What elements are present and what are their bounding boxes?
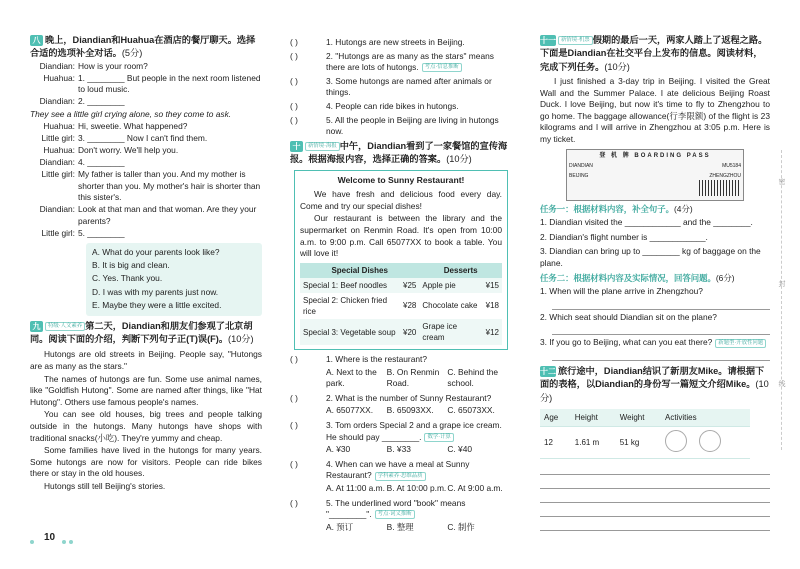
mc-option[interactable]: C. Behind the school. [447, 366, 499, 389]
section-9-title: 九 特级·人文素养 第二天，Diandian和朋友们参观了北京胡同。阅读下面的介绍，判断下列句子正(T)误(F)。(10分) [30, 320, 254, 345]
dialogue-text: Don't worry. We'll help you. [78, 144, 179, 155]
dialogue-text: Hi, sweetie. What happened? [78, 120, 188, 131]
mike-weight: 51 kg [616, 427, 661, 459]
writing-lines [540, 463, 770, 531]
mc-option[interactable]: B. 65093XX. [386, 405, 434, 416]
tf-question-text [326, 51, 508, 74]
option-item: A. What do your parents look like? [92, 246, 220, 257]
dialogue-line [30, 73, 262, 96]
dessert-name: Chocolate cake [419, 293, 482, 319]
mc-options [290, 367, 508, 390]
writing-line[interactable] [540, 463, 770, 475]
section-10-score: (10分) [446, 154, 472, 165]
tf-question-stem: 4. People can ride bikes in hutongs. [326, 100, 459, 111]
speaker-label: Little girl: [41, 132, 75, 143]
mc-options [290, 405, 508, 417]
mc-option[interactable]: C. ¥40 [447, 444, 473, 455]
dialogue-line [30, 145, 262, 157]
dialogue-text: 2. ________ [78, 96, 125, 107]
speaker-label: Little girl: [41, 228, 75, 238]
mc-option[interactable]: A. ¥30 [326, 444, 351, 455]
boarding-pass-image [566, 149, 744, 201]
mc-option[interactable]: A. 预订 [326, 521, 353, 532]
tf-question-stem: 5. All the people in Beijing are living in hutongs now. [326, 114, 499, 137]
dialogue-line [30, 109, 262, 121]
section-8-title: 八 晚上，Diandian和Huahua在酒店的餐厅聊天。选择合适的选项补全对话。(5分) [30, 35, 256, 59]
binding-mark-seal: 密 [778, 179, 786, 186]
boarding-pass-flight: MU5184 [722, 162, 741, 169]
dish-name: Special 3: Vegetable soup [300, 319, 400, 345]
column-middle [290, 37, 508, 536]
mc-question [290, 393, 508, 405]
task-2-question [540, 312, 770, 324]
tf-question-text [326, 37, 508, 49]
task-2-label: 任务二：根据材料内容及实际情况，回答问题。(6分) [540, 272, 735, 283]
question-tag: 新题型·开放性问题 [715, 339, 766, 348]
dialogue-text: 5. ________ [78, 228, 125, 238]
footer-dots-left [30, 536, 37, 540]
task-2-question-text: 1. When will the plane arrive in Zhengzhou? [540, 286, 703, 297]
mc-option[interactable]: B. At 10:00 p.m. [386, 482, 447, 493]
question-tag: 学科素养·思维品质 [375, 472, 426, 481]
mc-question [290, 354, 508, 366]
task-1-items [540, 217, 770, 269]
menu-row [300, 293, 502, 319]
dessert-name: Apple pie [419, 278, 482, 293]
dialogue-line [30, 228, 262, 240]
dessert-price: ¥12 [483, 319, 502, 345]
dialogue-line [30, 169, 262, 204]
section-11-title: 十一 新情境·机票 假期的最后一天，两家人踏上了返程之路。下面是Diandian在社交平台上发布的信息。阅读材料，完成下列任务。(10分) [540, 35, 768, 72]
speaker-label: Little girl: [41, 169, 75, 180]
mc-question [290, 459, 508, 482]
section-10-tag: 新情境·海报 [305, 142, 340, 151]
menu-row [300, 319, 502, 345]
mc-option[interactable]: A. At 11:00 a.m. [326, 482, 385, 493]
dessert-price: ¥15 [483, 278, 502, 293]
speaker-label: Diandian: [39, 60, 75, 71]
tf-question [290, 115, 508, 138]
tf-question [290, 76, 508, 99]
dialogue-line [30, 61, 262, 73]
mc-option[interactable]: B. On Renmin Road. [386, 366, 440, 389]
writing-line[interactable] [540, 477, 770, 489]
boarding-pass-header: 登 机 牌 BOARDING PASS [599, 152, 711, 159]
dialogue-text: My father is taller than you. And my mother is shorter than you. My mother's hair is shorter than this sister's. [78, 169, 261, 203]
dialogue-line [30, 204, 262, 227]
speaker-label: Diandian: [39, 96, 75, 107]
dialogue-text: 1. ________ But people in the next room listened to loud music. [78, 72, 261, 95]
section-10-title: 十 新情境·海报 中午，Diandian看到了一家餐馆的宣传海报。根据海报内容，选择正确的答案。(10分) [290, 140, 508, 165]
task-1-label: 任务一：根据材料内容，补全句子。(4分) [540, 203, 693, 214]
section-9-score: (10分) [228, 334, 254, 345]
speaker-label: Huahua: [43, 144, 75, 155]
dessert-price: ¥18 [483, 293, 502, 319]
answer-line[interactable] [552, 298, 770, 310]
question-tag: 考点·信息推断 [422, 63, 462, 72]
header-age: Age [540, 409, 571, 427]
mc-question [290, 498, 508, 521]
tf-question-text [326, 76, 508, 99]
mike-age: 12 [540, 427, 571, 459]
section-12-score: (10分) [540, 379, 769, 403]
dialogue-line [30, 133, 262, 145]
tf-question-text [326, 101, 508, 113]
section-8-score: (5分) [121, 48, 143, 59]
column-left [30, 34, 262, 494]
section-9-number: 九 [30, 321, 43, 332]
tf-question [290, 37, 508, 49]
boarding-pass-from: BEIJING [569, 172, 589, 179]
mike-info-table [540, 409, 750, 459]
task-2-question-text: 2. Which seat should Diandian sit on the plane? [540, 311, 717, 322]
writing-line[interactable] [540, 491, 770, 503]
header-height: Height [571, 409, 616, 427]
section-12-title: 十二 旅行途中，Diandian结识了新朋友Mike。请根据下面的表格，以Diandian的身份写一篇短文介绍Mike。(10分) [540, 365, 769, 403]
barcode-icon [699, 180, 739, 196]
restaurant-poster [294, 170, 508, 350]
football-boy-icon [699, 430, 721, 452]
header-weight: Weight [616, 409, 661, 427]
answer-line[interactable] [552, 323, 770, 335]
section-11-number: 十一 [540, 36, 556, 46]
basketball-boy-icon [665, 430, 687, 452]
mc-question-text [326, 498, 508, 521]
mc-question-text [326, 393, 508, 405]
dialogue-text: How is your room? [78, 60, 148, 71]
answer-bracket[interactable]: ( ) [290, 458, 298, 469]
binding-mark-close: 封 [778, 281, 786, 288]
activities-illustration [661, 427, 750, 459]
answer-bracket[interactable]: ( ) [290, 50, 298, 61]
section-12-number: 十二 [540, 367, 556, 376]
poster-paragraph-2: Our restaurant is between the library and the supermarket on Renmin Road. It's open from 10:00 a.m. to 9:00 p.m. Call 65077XX to book a table. You will love it! [300, 213, 502, 259]
section-8-number: 八 [30, 35, 43, 46]
mc-option[interactable]: A. Next to the park. [326, 366, 377, 389]
passage-paragraph: You can see old houses, big trees and people talking outside in the hutongs. Many hutongs have shops with traditional snacks(小吃). They're yummy and cheap. [30, 409, 262, 443]
section-10-number: 十 [290, 141, 303, 152]
mc-option[interactable]: B. 整理 [386, 521, 414, 532]
menu-header-desserts: Desserts [419, 263, 502, 278]
speaker-label: Diandian: [39, 156, 75, 167]
dish-name: Special 2: Chicken fried rice [300, 293, 400, 319]
menu-table [300, 263, 502, 345]
question-tag: 考点·词义推断 [375, 510, 415, 519]
answer-bracket[interactable]: ( ) [290, 37, 298, 47]
task-2-question-text: 3. If you go to Beijing, what can you eat there? [540, 337, 713, 348]
dialogue-line [30, 96, 262, 108]
task-2-items [540, 286, 770, 361]
mc-options [290, 444, 508, 456]
binding-mark-line: 线 [778, 381, 786, 388]
answer-bracket[interactable]: ( ) [290, 354, 298, 365]
option-item: B. It is big and clean. [92, 260, 170, 271]
dessert-name: Grape ice cream [419, 319, 482, 345]
binding-line [781, 150, 782, 450]
dialogue-line [30, 121, 262, 133]
option-item: D. I was with my parents just now. [92, 286, 219, 297]
menu-row [300, 278, 502, 293]
mc-options [290, 483, 508, 495]
hutong-passage [30, 349, 262, 492]
tf-question-text [326, 115, 508, 138]
answer-bracket[interactable]: ( ) [290, 100, 298, 111]
mc-question-text [326, 459, 508, 482]
mc-question-text [326, 354, 508, 366]
option-item: E. Maybe they were a little excited. [92, 300, 222, 311]
dialogue-text: Look at that man and that woman. Are they your parents? [78, 204, 257, 226]
dish-price: ¥28 [400, 293, 419, 319]
mc-question-stem: 5. The underlined word "book" means "________". [326, 497, 466, 520]
multiple-choice-questions [290, 354, 508, 533]
speaker-label: Huahua: [43, 72, 75, 83]
mike-height: 1.61 m [571, 427, 616, 459]
tf-question [290, 101, 508, 113]
answer-bracket[interactable]: ( ) [290, 75, 298, 86]
mc-question-stem: 3. Tom orders Special 2 and a grape ice cream. He should pay ________. [326, 420, 502, 442]
answer-line[interactable] [552, 349, 770, 361]
answer-bracket[interactable]: ( ) [290, 420, 298, 431]
task-1-item: 1. Diandian visited the ____________ and the ________. [540, 217, 753, 228]
footer-dots-right [62, 536, 76, 540]
mc-option[interactable]: C. 制作 [447, 521, 475, 532]
tf-question-stem: 2. "Hutongs are as many as the stars" means there are lots of hutongs. [326, 50, 494, 73]
mc-option[interactable]: A. 65077XX. [326, 405, 374, 416]
mc-option[interactable]: C. At 9:00 a.m. [447, 482, 503, 493]
writing-line[interactable] [540, 519, 770, 531]
dish-name: Special 1: Beef noodles [300, 278, 400, 293]
menu-header-dishes: Special Dishes [300, 263, 419, 278]
answer-bracket[interactable]: ( ) [290, 497, 298, 508]
dish-price: ¥20 [400, 319, 419, 345]
boarding-pass-to: ZHENGZHOU [709, 172, 741, 179]
speaker-label: Diandian: [39, 204, 75, 215]
writing-line[interactable] [540, 505, 770, 517]
question-tag: 数学·计算 [424, 433, 453, 442]
task-1-item: 3. Diandian can bring up to ________ kg of baggage on the plane. [540, 246, 761, 268]
trip-post: I just finished a 3-day trip in Beijing. I visited the Great Wall and the Summer Palace. I ate delicious Beijing Roast Duck. I love Beijing, but now it's time to fly to Zhengzhou to go home. The baggage allowance(行李限额) of the flight is 23 kilograms and I will arrive in Zhengzhou at 3:05 p.m. Here is my ticket. [540, 76, 770, 144]
task-1-item: 2. Diandian's flight number is ____________. [540, 231, 708, 242]
tf-question-stem: 1. Hutongs are new streets in Beijing. [326, 37, 465, 47]
dialogue-text: 4. ________ [78, 156, 125, 167]
column-right [540, 34, 770, 533]
mc-options [290, 522, 508, 534]
task-2-question [540, 286, 770, 298]
mc-option[interactable]: B. ¥33 [386, 444, 411, 455]
poster-paragraph-1: We have fresh and delicious food every day. Come and try our special dishes! [300, 189, 502, 211]
passage-paragraph: Some families have lived in the hutongs for many years. Some hutongs are now for visitors. People can ride bikes there or stay in the old houses. [30, 445, 262, 479]
dialogue-options [86, 243, 262, 316]
section-9-tag: 特级·人文素养 [45, 322, 85, 331]
section-11-tag: 新情境·机票 [558, 36, 593, 45]
passage-paragraph: Hutongs are old streets in Beijing. People say, "Hutongs are as many as the stars." [30, 349, 262, 372]
answer-bracket[interactable]: ( ) [290, 114, 298, 125]
mc-question [290, 420, 508, 443]
dish-price: ¥25 [400, 278, 419, 293]
header-activities: Activities [661, 409, 750, 427]
mc-option[interactable]: C. 65073XX. [447, 405, 495, 416]
dialogue-line [30, 157, 262, 169]
passage-paragraph: Hutongs still tell Beijing's stories. [44, 481, 166, 491]
speaker-label: Huahua: [43, 120, 75, 131]
page-number: 10 [44, 532, 56, 543]
tf-question [290, 51, 508, 74]
mc-question-stem: 4. When can we have a meal at Sunny Restaurant? [326, 458, 470, 481]
dialogue [30, 61, 262, 240]
section-11-score: (10分) [604, 61, 630, 72]
true-false-questions [290, 37, 508, 138]
mc-question-stem: 2. What is the number of Sunny Restaurant? [326, 392, 492, 403]
option-item: C. Yes. Thank you. [92, 273, 163, 284]
answer-bracket[interactable]: ( ) [290, 392, 298, 403]
boarding-pass-name: DIANDIAN [569, 162, 593, 169]
passage-paragraph: The names of hutongs are fun. Some use animal names, like "Goldfish Hutong". Some are named after things, like "Hat Hutong". Others use famous people's names. [30, 373, 262, 407]
mc-question-stem: 1. Where is the restaurant? [326, 354, 428, 365]
mc-question-text [326, 420, 508, 443]
dialogue-text: 3. ________ Now I can't find them. [78, 132, 208, 143]
dialogue-text: They see a little girl crying alone, so they come to ask. [30, 108, 232, 119]
poster-title: Welcome to Sunny Restaurant! [337, 175, 465, 186]
task-2-question [540, 337, 770, 349]
tf-question-stem: 3. Some hutongs are named after animals or things. [326, 75, 492, 98]
